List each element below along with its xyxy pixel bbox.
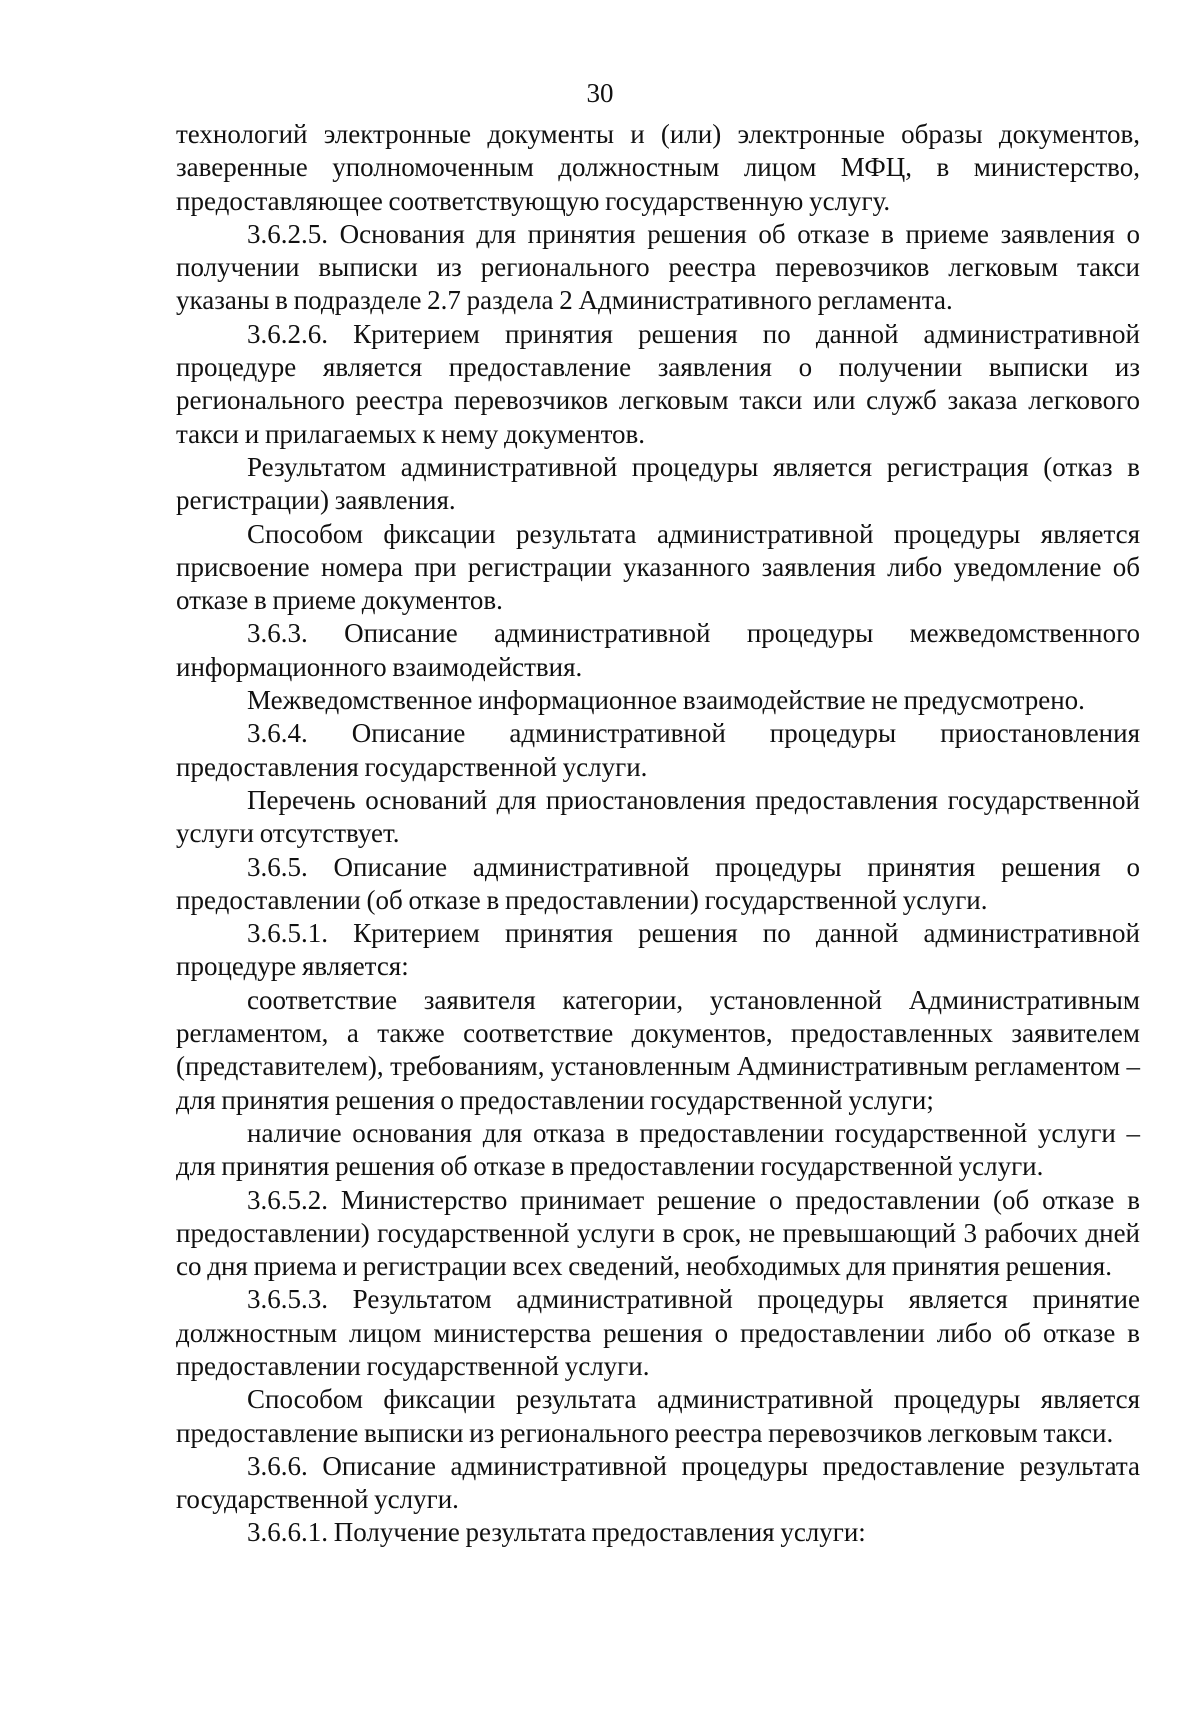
document-body	[176, 118, 1140, 1550]
paragraph-3-6-2-6: 3.6.2.6. Критерием принятия решения по данной административной процедуре является предоставление заявления о получении выписки из регионального реестра перевозчиков легковым такси или служб заказа легкового такси и прилагаемых к нему документов.	[176, 318, 1140, 449]
paragraph-3-6-6: 3.6.6. Описание административной процедуры предоставление результата государственной услуги.	[176, 1450, 1140, 1515]
paragraph-3-6-6-1: 3.6.6.1. Получение результата предоставления услуги:	[247, 1517, 866, 1548]
page-number: 30	[586, 78, 614, 108]
paragraph-interagency-not-provided: Межведомственное информационное взаимодействие не предусмотрено.	[247, 685, 1085, 716]
paragraph-3-6-5-3: 3.6.5.3. Результатом административной процедуры является принятие должностным лицом министерства решения о предоставлении либо об отказе в предоставлении государственной услуги.	[176, 1284, 1140, 1381]
paragraph-fixation-extract: Способом фиксации результата административной процедуры является предоставление выписки из регионального реестра перевозчиков легковым такси.	[176, 1384, 1140, 1448]
paragraph-3-6-3: 3.6.3. Описание административной процедуры межведомственного информационного взаимодействия.	[176, 618, 1140, 682]
paragraph-fixation-registration: Способом фиксации результата административной процедуры является присвоение номера при регистрации указанного заявления либо уведомление об отказе в приеме документов.	[176, 518, 1140, 616]
paragraph-3-6-4: 3.6.4. Описание административной процедуры приостановления предоставления государственной услуги.	[176, 718, 1140, 782]
paragraph-suspension-grounds: Перечень оснований для приостановления предоставления государственной услуги отсутствует.	[176, 784, 1140, 849]
paragraph-3-6-5: 3.6.5. Описание административной процедуры принятия решения о предоставлении (об отказе в предоставлении) государственной услуги.	[176, 851, 1140, 915]
paragraph-3-6-5-2: 3.6.5.2. Министерство принимает решение о предоставлении (об отказе в предоставлении) государственной услуги в срок, не превышающий 3 рабочих дней со дня приема и регистрации всех сведений, необходимых для принятия решения.	[176, 1184, 1140, 1282]
paragraph-continuation: технологий электронные документы и (или) электронные образы документов, заверенные уполномоченным должностным лицом МФЦ, в министерство, предоставляющее соответствующую государственную услугу.	[176, 119, 1140, 216]
paragraph-criterion-refusal: наличие основания для отказа в предоставлении государственной услуги – для принятия решения об отказе в предоставлении государственной услуги.	[176, 1117, 1140, 1182]
paragraph-3-6-5-1: 3.6.5.1. Критерием принятия решения по данной административной процедуре является:	[176, 918, 1140, 982]
paragraph-3-6-2-5: 3.6.2.5. Основания для принятия решения об отказе в приеме заявления о получении выписки из регионального реестра перевозчиков легковым такси указаны в подразделе 2.7 раздела 2 Административного регламента.	[176, 218, 1140, 316]
paragraph-criterion-compliance: соответствие заявителя категории, установленной Административным регламентом, а также соответствие документов, предоставленных заявителем (представителем), требованиям, установленным Административным регламентом – для принятия решения о предоставлении государственной услуги;	[176, 984, 1140, 1115]
paragraph-result-registration: Результатом административной процедуры является регистрация (отказ в регистрации) заявления.	[176, 451, 1140, 516]
